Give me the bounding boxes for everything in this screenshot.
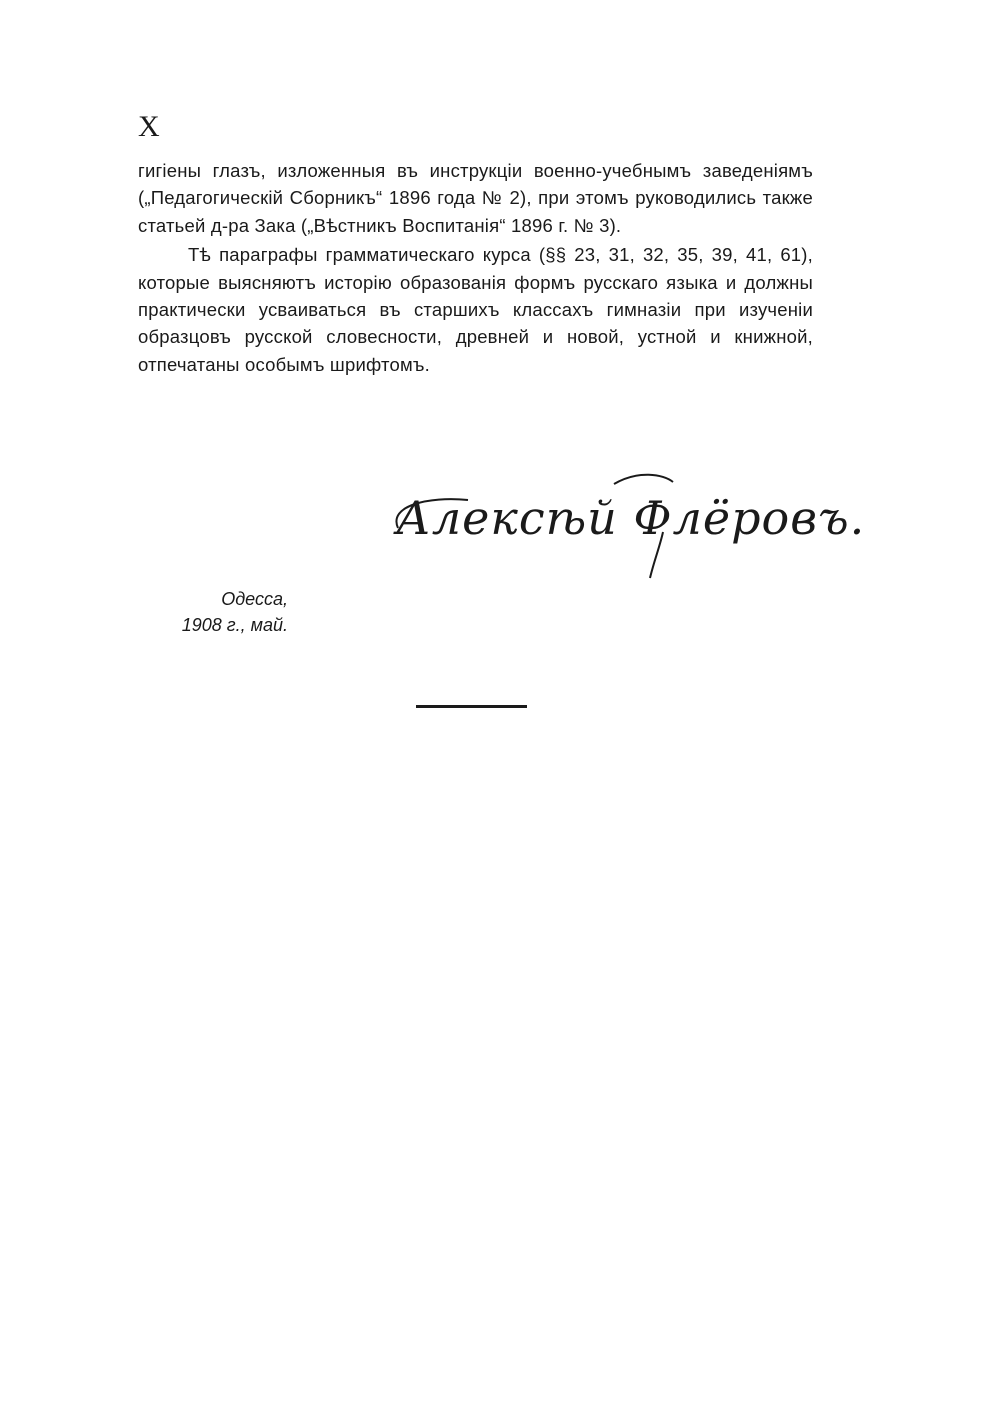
date: 1908 г., май. bbox=[181, 615, 288, 635]
signature-text: Алексѣй Флёровъ. bbox=[396, 491, 866, 545]
paragraph-1: гигіены глазъ, изложенныя въ инструкціи военно-учебнымъ заведеніямъ („Педагогическій Сборникъ“ 1896 года № 2), при этомъ руководились также статьей д-ра Зака („Вѣстникъ Воспитанія“ 1896 г. № 3). bbox=[138, 160, 813, 236]
page-number: X bbox=[138, 110, 161, 143]
place-date bbox=[168, 586, 288, 638]
place: Одесса, bbox=[221, 589, 288, 609]
author-signature bbox=[388, 466, 866, 586]
end-rule bbox=[416, 705, 527, 708]
signature-graphic bbox=[388, 466, 866, 586]
body-text bbox=[138, 157, 813, 378]
paragraph-2: Тѣ параграфы грамматическаго курса (§§ 23, 31, 32, 35, 39, 41, 61), которые выясняютъ исторію образованія формъ русскаго языка и должны практически усваиваться въ старшихъ классахъ гимназіи при изученіи образцовъ русской словесности, древней и новой, устной и книжной, отпечатаны особымъ шрифтомъ. bbox=[138, 244, 813, 375]
